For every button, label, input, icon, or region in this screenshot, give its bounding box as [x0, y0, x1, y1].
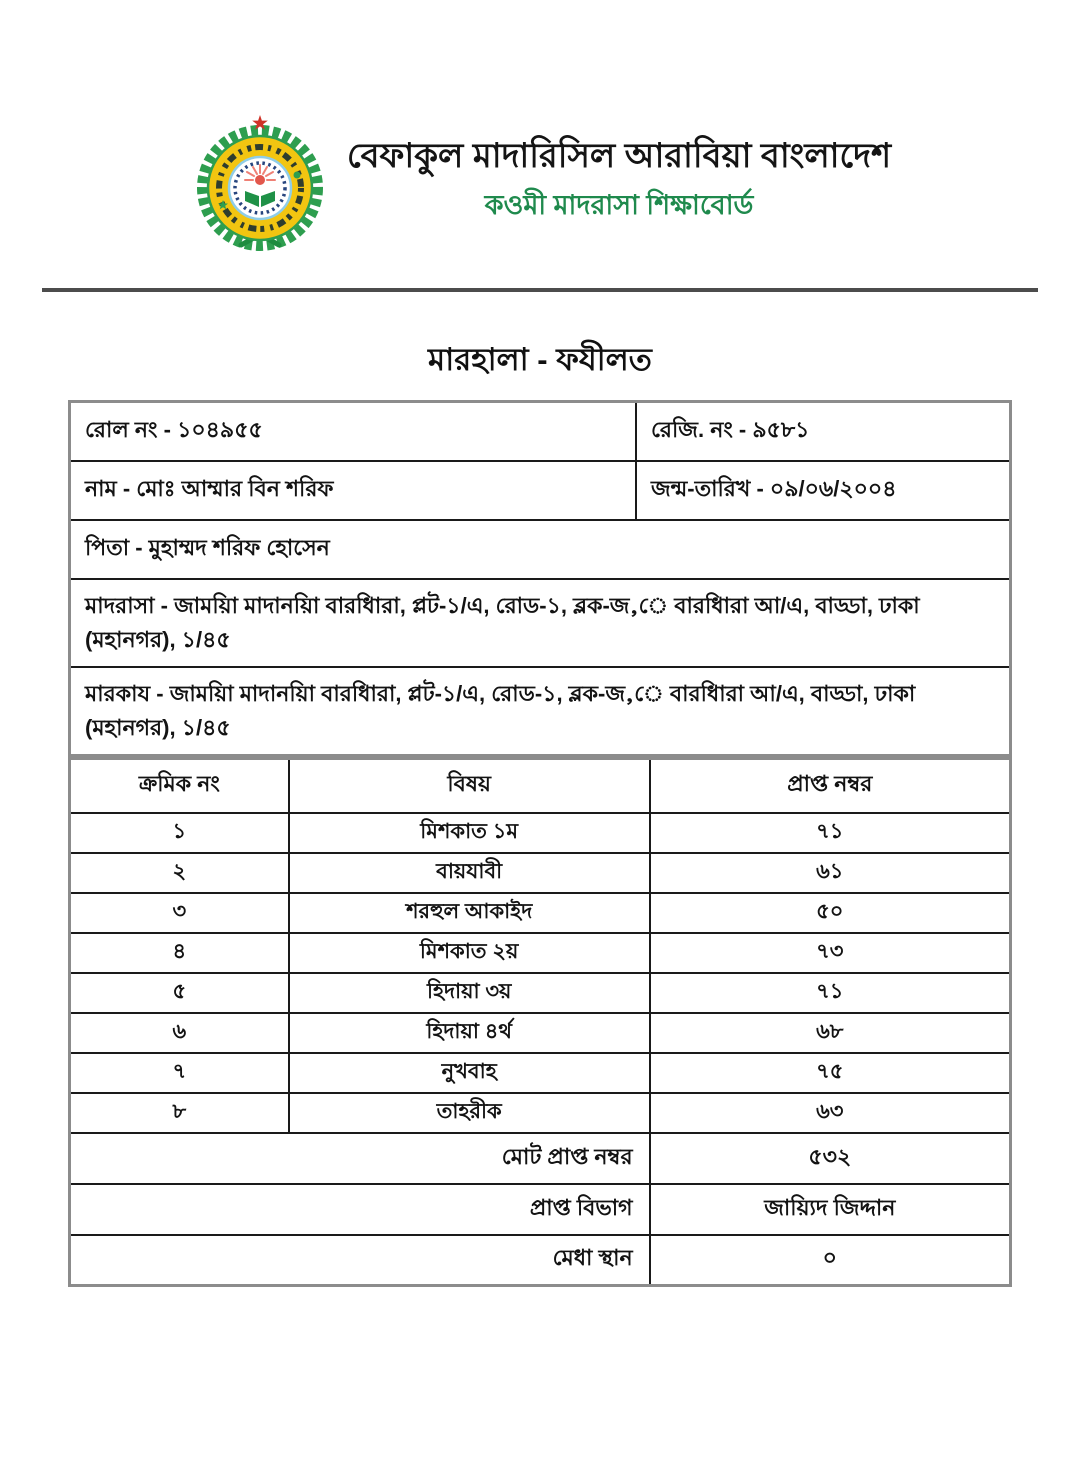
total-marks-row [70, 1133, 1011, 1184]
subject-cell: বায়যাবী [289, 853, 650, 893]
father-name: পিতা - মুহাম্মদ শরিফ হোসেন [70, 520, 1011, 579]
serial-cell: ৫ [70, 973, 289, 1013]
merit-position-value: ০ [650, 1235, 1011, 1286]
serial-cell: ১ [70, 813, 289, 853]
board-header [0, 112, 1080, 254]
subject-cell: শরহুল আকাইদ [289, 893, 650, 933]
registration-number: রেজি. নং - ৯৫৮১ [636, 402, 1011, 462]
mark-row [70, 813, 1011, 853]
division-value: জায়্যিদ জিদ্দান [650, 1184, 1011, 1235]
score-cell: ৬৮ [650, 1013, 1011, 1053]
col-subject: বিষয় [289, 759, 650, 813]
marks-header-row [70, 759, 1011, 813]
score-cell: ৬৩ [650, 1093, 1011, 1133]
roll-reg-row [70, 402, 1011, 462]
birth-date: জন্ম-তারিখ - ০৯/০৬/২০০৪ [636, 461, 1011, 520]
board-logo [189, 112, 331, 254]
subject-cell: হিদায়া ৪র্থ [289, 1013, 650, 1053]
serial-cell: ৬ [70, 1013, 289, 1053]
org-subtitle: কওমী মাদরাসা শিক্ষাবোর্ড [484, 189, 754, 220]
mark-row [70, 933, 1011, 973]
header-divider [42, 288, 1038, 292]
mark-row [70, 1053, 1011, 1093]
roll-number: রোল নং - ১০৪৯৫৫ [70, 402, 636, 462]
mark-row [70, 1013, 1011, 1053]
total-marks-value: ৫৩২ [650, 1133, 1011, 1184]
division-label: প্রাপ্ত বিভাগ [70, 1184, 650, 1235]
student-info-table [68, 400, 1012, 757]
score-cell: ৬১ [650, 853, 1011, 893]
subject-cell: নুখবাহ [289, 1053, 650, 1093]
board-titles [347, 136, 891, 230]
serial-cell: ৮ [70, 1093, 289, 1133]
division-row [70, 1184, 1011, 1235]
board-emblem-icon [189, 112, 331, 254]
total-marks-label: মোট প্রাপ্ত নম্বর [70, 1133, 650, 1184]
subject-cell: হিদায়া ৩য় [289, 973, 650, 1013]
madrasa-address: মাদরাসা - জাময়িা মাদানয়িা বারধিারা, প্লট-১/এ, রোড-১, ব্লক-জ,ে বারধিারা আ/এ, বাড্ডা, ঢাকা (মহানগর), ১/৪৫ [70, 579, 1011, 667]
serial-cell: ৭ [70, 1053, 289, 1093]
student-name: নাম - মোঃ আম্মার বিন শরিফ [70, 461, 636, 520]
page-title: মারহালা - ফযীলত [428, 342, 652, 377]
markaz-row [70, 667, 1011, 756]
merit-position-row [70, 1235, 1011, 1286]
merit-position-label: মেধা স্থান [70, 1235, 650, 1286]
subject-cell: মিশকাত ১ম [289, 813, 650, 853]
mark-row [70, 893, 1011, 933]
score-cell: ৭১ [650, 973, 1011, 1013]
madrasa-row [70, 579, 1011, 667]
subject-cell: মিশকাত ২য় [289, 933, 650, 973]
markaz-address: মারকায - জাময়িা মাদানয়িা বারধিারা, প্লট-১/এ, রোড-১, ব্লক-জ,ে বারধিারা আ/এ, বাড্ডা, ঢাকা (মহানগর), ১/৪৫ [70, 667, 1011, 756]
score-cell: ৫০ [650, 893, 1011, 933]
serial-cell: ৩ [70, 893, 289, 933]
subject-cell: তাহরীক [289, 1093, 650, 1133]
mark-row [70, 853, 1011, 893]
marks-table [68, 757, 1012, 1287]
score-cell: ৭৩ [650, 933, 1011, 973]
org-name: বেফাকুল মাদারিসিল আরাবিয়া বাংলাদেশ [346, 137, 892, 176]
serial-cell: ৪ [70, 933, 289, 973]
score-cell: ৭৫ [650, 1053, 1011, 1093]
col-obtained: প্রাপ্ত নম্বর [650, 759, 1011, 813]
col-serial: ক্রমিক নং [70, 759, 289, 813]
father-row [70, 520, 1011, 579]
mark-row [70, 973, 1011, 1013]
name-dob-row [70, 461, 1011, 520]
mark-row [70, 1093, 1011, 1133]
serial-cell: ২ [70, 853, 289, 893]
score-cell: ৭১ [650, 813, 1011, 853]
